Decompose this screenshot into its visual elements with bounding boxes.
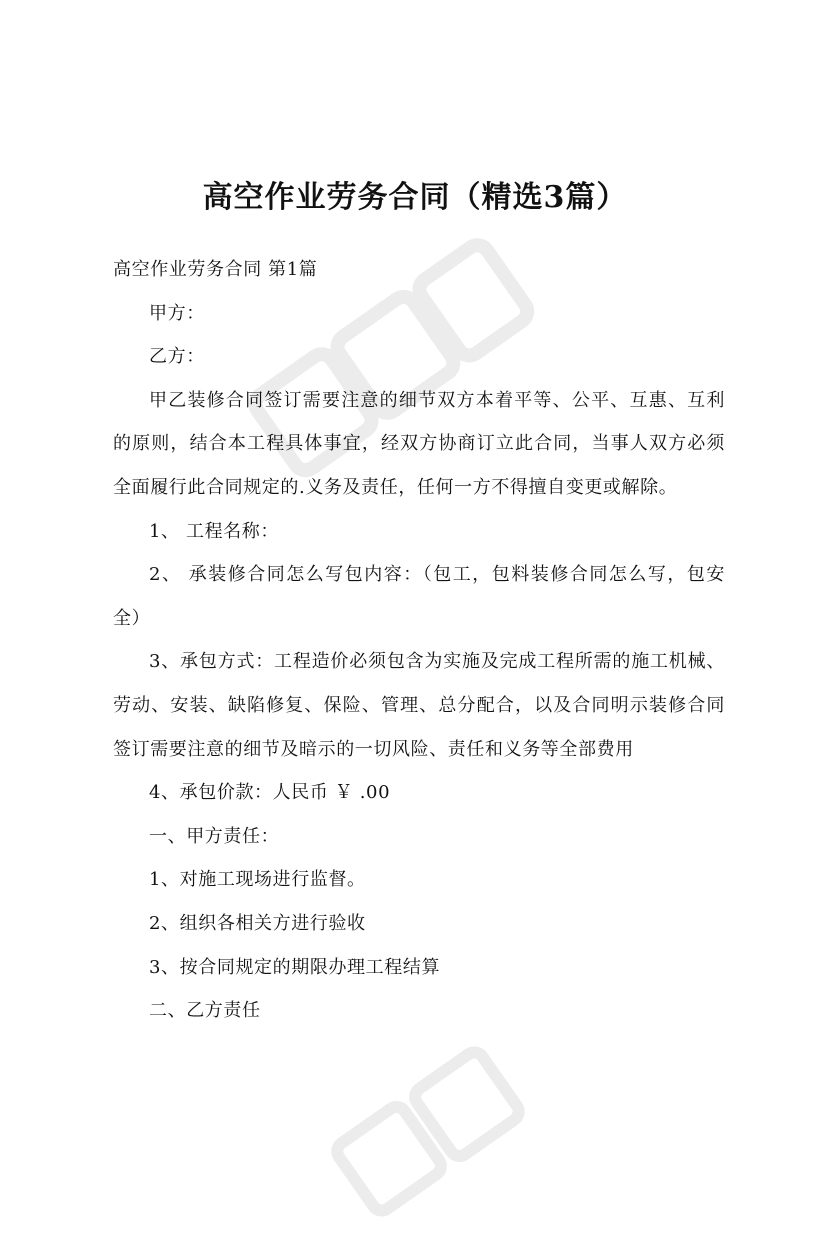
- clause-contract-method: 3、承包方式：工程造价必须包含为实施及完成工程所需的施工机械、劳动、安装、缺陷修复、保险、管理、总分配合，以及合同明示装修合同签订需要注意的细节及暗示的一切风险、责任和义务等全部费用: [113, 651, 725, 760]
- party-b-line: 乙方：: [149, 346, 205, 368]
- document-body: [113, 248, 725, 1033]
- party-a-duty-3: 3、按合同规定的期限办理工程结算: [149, 956, 441, 978]
- party-a-duty-1: 1、对施工现场进行监督。: [149, 869, 366, 891]
- clause-contract-price: 4、承包价款：人民币 ￥ .00: [149, 782, 391, 804]
- clause-project-name: 1、 工程名称：: [149, 520, 279, 542]
- party-b-duties-heading: 二、乙方责任: [149, 1000, 261, 1022]
- party-a-line: 甲方：: [149, 302, 205, 324]
- party-a-duty-2: 2、组织各相关方进行验收: [149, 912, 366, 934]
- watermark-logo-bottom: [314, 1023, 547, 1236]
- party-a-duties-heading: 一、甲方责任：: [149, 825, 280, 847]
- section-heading: 高空作业劳务合同 第1篇: [113, 259, 318, 280]
- clause-contract-scope: 2、 承装修合同怎么写包内容：（包工，包料装修合同怎么写，包安全）: [113, 564, 725, 629]
- document-title: 高空作业劳务合同（精选3篇）: [202, 180, 628, 215]
- preamble-paragraph: 甲乙装修合同签订需要注意的细节双方本着平等、公平、互惠、互利的原则，结合本工程具体事宜，经双方协商订立此合同，当事人双方必须全面履行此合同规定的.义务及责任，任何一方不得擅自变更或解除。: [113, 389, 725, 498]
